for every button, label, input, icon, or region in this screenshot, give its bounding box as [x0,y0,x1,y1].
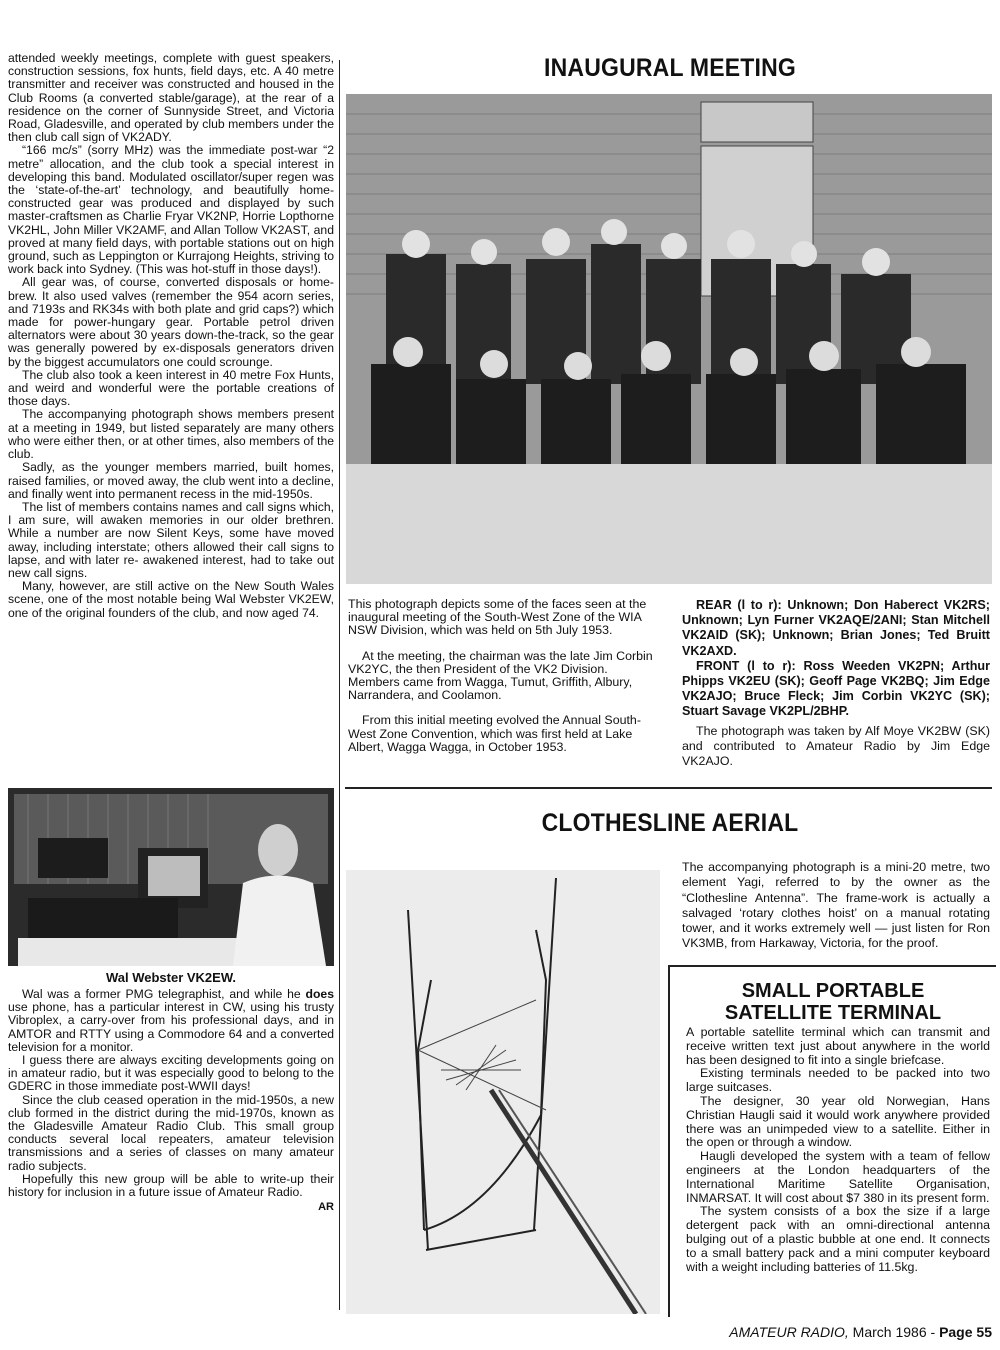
body-paragraph: I guess there are always exciting developments going on in amateur radio, but it was especially good to belong to the GDERC in those immediate post-WWII days! [8,1053,334,1094]
column-divider [339,60,340,1310]
body-paragraph: Existing terminals needed to be packed into two large suitcases. [686,1066,990,1095]
antenna-photo-image [346,870,660,1314]
caption-paragraph: From this initial meeting evolved the Annual South-West Zone Convention, which was first held at Lake Albert, Wagga Wagga, in October 1953. [348,713,641,754]
section-divider [345,787,992,789]
body-paragraph: Since the club ceased operation in the mid-1950s, a new club formed in the district during the mid-1970s, known as the Gladesville Amateur Radio Club. This small group conducts several local repeaters, amateur television transmissions and a series of classes on many amateur radio subjects. [8,1092,334,1173]
body-paragraph: Haugli developed the system with a team of fellow engineers at the London headquarters of the International Maritime Satellite Organisation, INMARSAT. It will cost about $7 380 in its present form. [686,1149,990,1205]
left-column [8,52,334,620]
caption-paragraph: At the meeting, the chairman was the late Jim Corbin VK2YC, the then President of the VK2 Division. Members came from Wagga, Tumut, Griffith, Albury, Narrandera, and Coolamon. [348,648,653,703]
body-paragraph [8,988,334,1054]
end-mark: AR [318,1201,334,1214]
body-paragraph: All gear was, of course, converted disposals or home-brew. It also used valves (remember the 954 acorn series, and 7193s and RK34s with both plate and grid caps?) which made for power-hungary gear. Portable petrol driven alternators were about 30 years down-the-track, so the gear was generally powered by ex-disposals generators driven by the biggest accumulators one could scrounge. [8,275,334,369]
text-span: use phone, has a particular interest in CW, using his trusty Vibroplex, a carry-over from his professional days, and in AMTOR and RTTY using a Commodore 64 and a converted television for a monitor. [8,1000,334,1054]
body-paragraph: Hopefully this new group will be able to write-up their history for inclusion in a future issue of Amateur Radio. [8,1171,334,1200]
satellite-title [670,980,996,1024]
text-span: Wal was a former PMG telegraphist, and while he [22,987,306,1001]
magazine-name: AMATEUR RADIO, [729,1324,849,1340]
page-footer [729,1324,992,1340]
body-paragraph: Many, however, are still active on the New South Wales scene, one of the most notable being Wal Webster VK2EW, one of the original founders of the club, and now aged 74. [8,579,334,620]
inaugural-caption-right [682,598,990,769]
issue-date: March 1986 - [848,1324,940,1340]
satellite-box [668,965,996,1317]
station-photo-image [8,788,334,966]
body-paragraph: The club also took a keen interest in 40 metre Fox Hunts, and weird and wonderful were the portable creations of those days. [8,367,334,409]
emphasis-text: does [305,987,334,1001]
clothesline-antenna-photo [346,870,660,1314]
satellite-body [670,1024,996,1274]
photo-credit: The photograph was taken by Alf Moye VK2BW (SK) and contributed to Amateur Radio by Jim Edge VK2AJO. [682,723,990,768]
inaugural-title: INAUGURAL MEETING [544,54,796,82]
body-paragraph: The list of members contains names and call signs which, I am sure, will awaken memories in our older brethren. While a number are now Silent Keys, some have moved away, including interstate; others allowed their call signs to lapse, and with later re- awakened interest, had to take out new call signs. [8,499,334,580]
body-paragraph: The accompanying photograph shows members present at a meeting in 1949, but listed separately are many others who were either then, or at other times, also members of the club. [8,407,334,462]
body-paragraph: “166 mc/s” (sorry MHz) was the immediate post-war “2 metre” allocation, and the club took a special interest in developing this band. Modulated oscillator/super regen was the ‘state-of-the-art’ technology, and beautifully home-constructed gear was produced and displayed by such master-craftsmen as Charlie Fryar VK2NP, Horrie Lopthorne VK2HL, John Miller VK2AMF, and Allan Tollow VK2AST, and proved at many field days, with portable stations out on high ground, such as Leppington or Kurrajong Heights, striving to work back into Sydney. (This was hot-stuff in those days!). [8,143,334,277]
rear-names: REAR (l to r): Unknown; Don Haberect VK2RS; Unknown; Lyn Furner VK2AQE/2ANI; Stan Mitchell VK2AID (SK); Unknown; Brian Jones; Ted Bruitt VK2AXD. [682,598,990,658]
page-number: Page 55 [939,1324,992,1340]
wal-webster-photo [8,788,334,966]
clothesline-text: The accompanying photograph is a mini-20 metre, two element Yagi, referred to by the owner as the “Clothesline Antenna”. The frame-work is actually a salvaged ‘rotary clothes hoist’ on a manual rotating tower, and it works extremely well — just listen for Ron VK3MB, from Harkaway, Victoria, for the proof. [682,860,990,951]
body-paragraph: The designer, 30 year old Norwegian, Hans Christian Haugli said it would work anywhere provided there was an unimpeded view to a satellite. Either in the open or through a window. [686,1093,990,1150]
group-photo-image [346,94,992,584]
left-column-lower [8,988,334,1213]
body-paragraph: Sadly, as the younger members married, built homes, raised families, or moved away, the club went into a decline, and finally went into permanent recess in the mid-1950s. [8,460,334,501]
clothesline-title: CLOTHESLINE AERIAL [541,809,799,837]
satellite-title-line2: SATELLITE TERMINAL [724,1002,942,1024]
body-paragraph: A portable satellite terminal which can transmit and receive written text just about anywhere in the world has been designed to fit into a single briefcase. [686,1025,990,1067]
inaugural-group-photo [346,94,992,584]
front-names: FRONT (l to r): Ross Weeden VK2PN; Arthur Phipps VK2EU (SK); Geoff Page VK2BQ; Jim Edge VK2AJO; Bruce Fleck; Jim Corbin VK2YC (SK); Stuart Savage VK2PL/2BHP. [682,658,990,719]
satellite-title-line1: SMALL PORTABLE [741,980,925,1002]
photo-caption: Wal Webster VK2EW. [105,970,237,985]
body-paragraph: The system consists of a box the size if a large detergent pack with an omni-directional antenna bulging out of a plastic bubble at one end. It connects to a small battery pack and a mini computer keyboard with a weight including batteries of 11.5kg. [686,1204,990,1274]
caption-paragraph: This photograph depicts some of the faces seen at the inaugural meeting of the South-West Zone of the WIA NSW Division, which was held on 5th July 1953. [348,597,647,638]
body-paragraph: attended weekly meetings, complete with guest speakers, construction sessions, fox hunts, field days, etc. A 40 metre transmitter and receiver was constructed and housed in the Club Rooms (a converted stable/garage), at the rear of a residence on the corner of Sunnyside Street, and Victoria Road, Gladesville, and operated by club members under the then club call sign of VK2ADY. [8,51,334,145]
inaugural-caption-left [348,598,660,754]
